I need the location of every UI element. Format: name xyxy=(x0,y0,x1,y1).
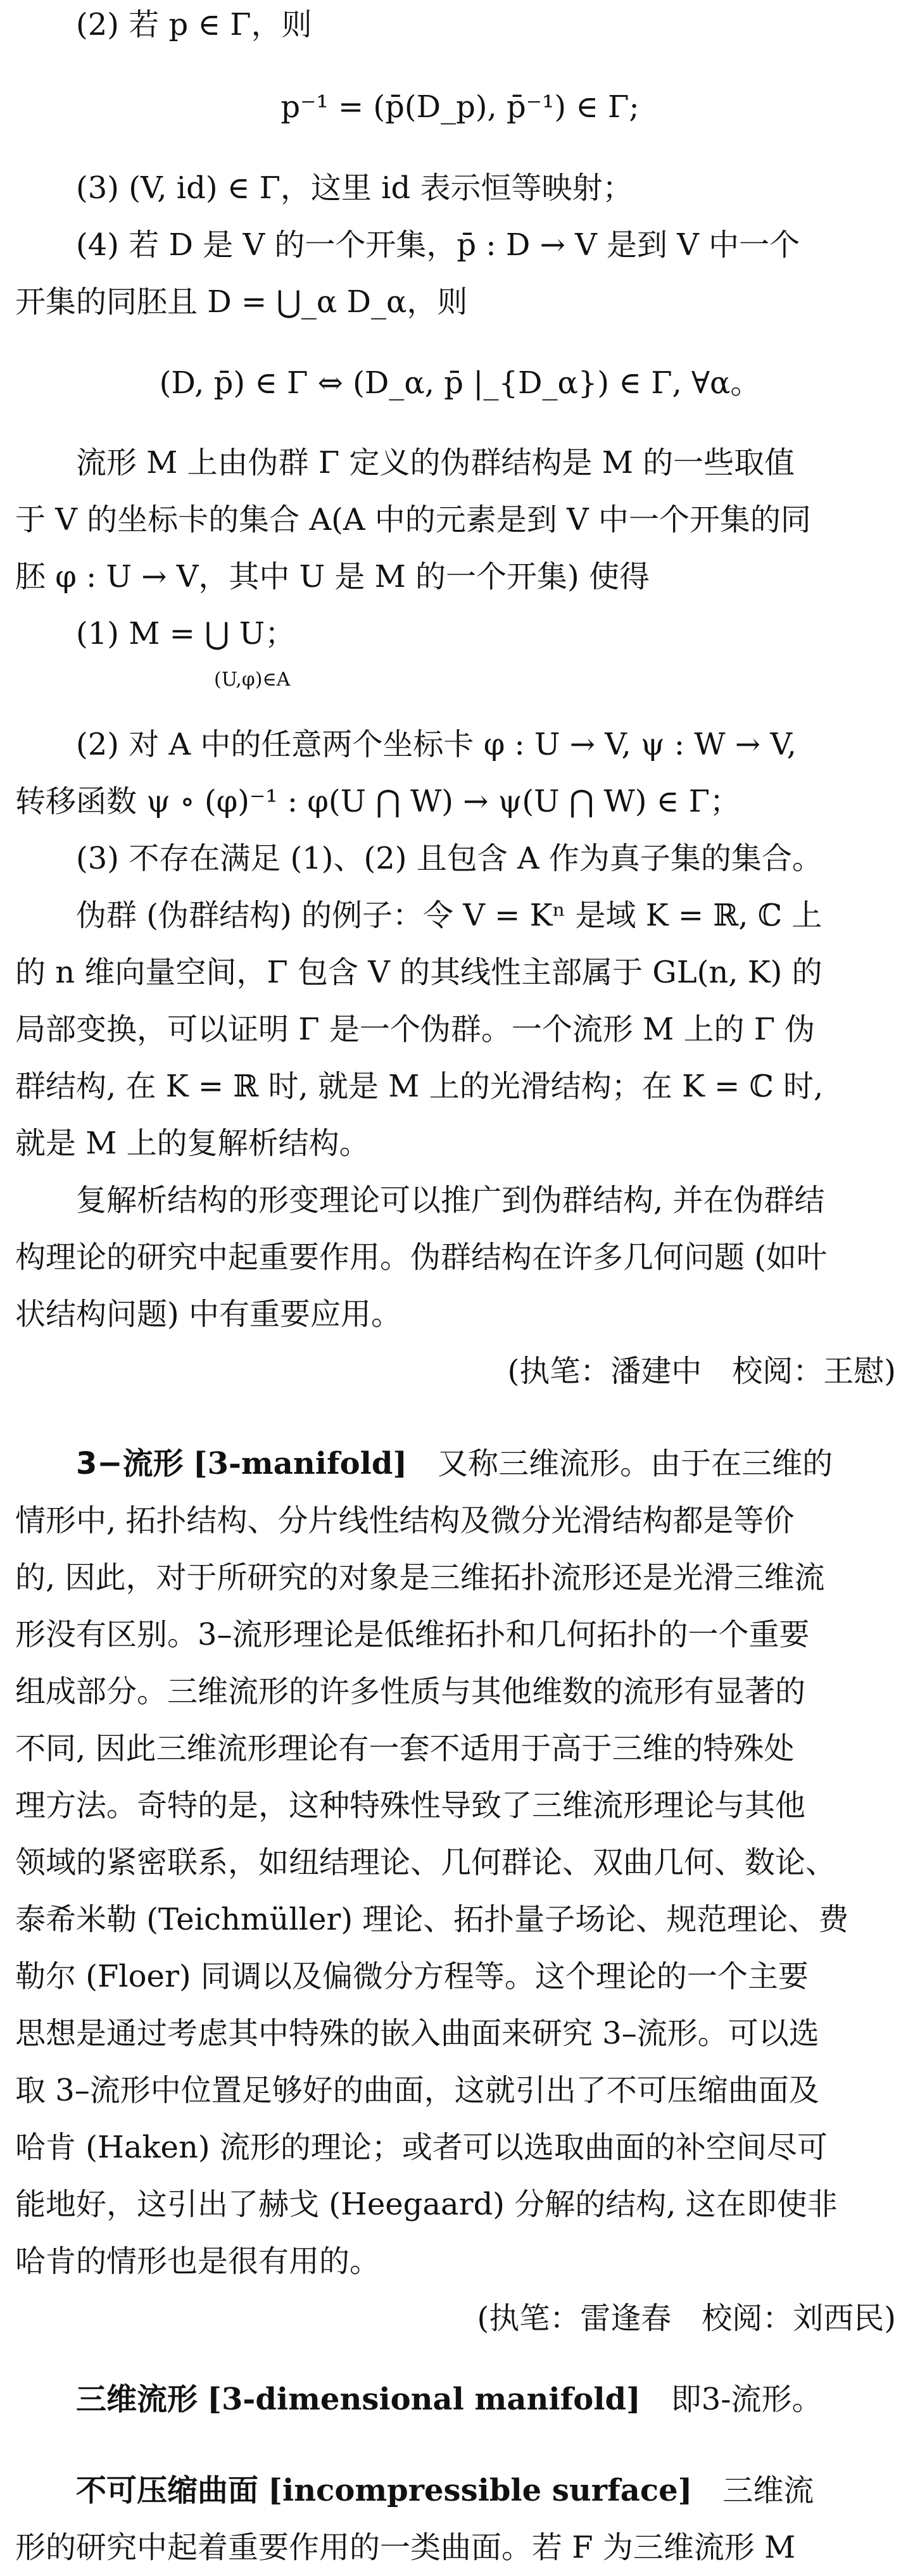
formula-locality: (D, p̄) ∈ Γ ⇔ (D_α, p̄ |_{D_α}) ∈ Γ, ∀α。 xyxy=(159,365,761,401)
entry-3-manifold-line-2: 情形中, 拓扑结构、分片线性结构及微分光滑结构都是等价 xyxy=(15,1503,795,1538)
definition-condition-1 xyxy=(15,605,905,716)
example-line-3: 局部变换，可以证明 Γ 是一个伪群。一个流形 M 上的 Γ 伪 xyxy=(15,1012,816,1047)
entry-3-manifold-line-13: 哈肯 (Haken) 流形的理论；或者可以选取曲面的补空间尽可 xyxy=(15,2130,828,2165)
entry-3-manifold-line-4: 形没有区别。3–流形理论是低维拓扑和几何拓扑的一个重要 xyxy=(15,1617,810,1652)
entry-3-manifold-line-3: 的, 因此，对于所研究的对象是三维拓扑流形还是光滑三维流 xyxy=(15,1560,825,1595)
example-line-2: 的 n 维向量空间，Γ 包含 V 的其线性主部属于 GL(n, K) 的 xyxy=(15,955,822,990)
entry-3-manifold-line-11: 思想是通过考虑其中特殊的嵌入曲面来研究 3–流形。可以选 xyxy=(15,2016,819,2051)
definition-condition-3: (3) 不存在满足 (1)、(2) 且包含 A 作为真子集的集合。 xyxy=(76,841,822,876)
definition-line-2: 于 V 的坐标卡的集合 A(A 中的元素是到 V 中一个开集的同 xyxy=(15,502,811,537)
entry-term-english: [3-manifold] xyxy=(192,1446,408,1481)
union-formula: (1) M = ⋃ U； xyxy=(76,616,296,651)
entry-3-manifold-line-5: 组成部分。三维流形的许多性质与其他维数的流形有显著的 xyxy=(15,1674,806,1709)
entry-term: 三维流形 xyxy=(76,2382,198,2417)
example-line-1: 伪群 (伪群结构) 的例子：令 V = Kⁿ 是域 K = ℝ, ℂ 上 xyxy=(76,898,822,933)
entry-3-manifold-line-10: 勒尔 (Floer) 同调以及偏微分方程等。这个理论的一个主要 xyxy=(15,1959,809,1994)
entry-term-english: [3-dimensional manifold] xyxy=(207,2382,641,2417)
entry-incompressible-surface-line-2: 形的研究中起着重要作用的一类曲面。若 F 为三维流形 M xyxy=(15,2530,796,2565)
deformation-line-3: 状结构问题) 中有重要应用。 xyxy=(15,1297,401,1332)
definition-condition-2-line-1: (2) 对 A 中的任意两个坐标卡 φ : U → V, ψ : W → V, xyxy=(76,727,797,762)
definition-line-1: 流形 M 上由伪群 Γ 定义的伪群结构是 M 的一些取值 xyxy=(76,445,795,481)
entry-3-manifold-heading-line xyxy=(15,1435,905,1492)
entry-term: 不可压缩曲面 xyxy=(76,2473,259,2508)
definition-line-3: 胚 φ : U → V，其中 U 是 M 的一个开集) 使得 xyxy=(15,559,650,594)
credit-pseudogroup: (执笔：潘建中 校阅：王慰) xyxy=(507,1354,896,1389)
entry-3-manifold-line-6: 不同, 因此三维流形理论有一套不适用于高于三维的特殊处 xyxy=(15,1731,795,1766)
condition-4-line-1: (4) 若 D 是 V 的一个开集，p̄ : D → V 是到 V 中一个 xyxy=(76,227,800,263)
example-line-4: 群结构, 在 K = ℝ 时, 就是 M 上的光滑结构；在 K = ℂ 时, xyxy=(15,1069,824,1104)
entry-3-manifold-line-15: 哈肯的情形也是很有用的。 xyxy=(15,2244,381,2279)
definition-condition-2-line-2: 转移函数 ψ ∘ (φ)⁻¹ : φ(U ⋂ W) → ψ(U ⋂ W) ∈ Γ； xyxy=(15,784,740,819)
entry-text: 三维流 xyxy=(692,2473,814,2508)
entry-incompressible-surface-heading-line xyxy=(15,2462,905,2519)
entry-3-manifold-line-14: 能地好，这引出了赫戈 (Heegaard) 分解的结构, 这在即使非 xyxy=(15,2187,838,2222)
entry-term-english: [incompressible surface] xyxy=(268,2473,693,2508)
condition-4-line-2: 开集的同胚且 D = ⋃_α D_α，则 xyxy=(15,284,468,320)
union-subscript: (U,φ)∈A xyxy=(214,669,291,691)
credit-3-manifold: (执笔：雷逢春 校阅：刘西民) xyxy=(477,2301,896,2336)
entry-3-dimensional-manifold xyxy=(15,2371,905,2428)
deformation-line-1: 复解析结构的形变理论可以推广到伪群结构, 并在伪群结 xyxy=(76,1183,825,1218)
entry-text: 又称三维流形。由于在三维的 xyxy=(407,1446,833,1481)
entry-text: 即3-流形。 xyxy=(640,2382,822,2417)
entry-3-manifold-line-8: 领域的紧密联系，如纽结理论、几何群论、双曲几何、数论、 xyxy=(15,1845,836,1880)
condition-3: (3) (V, id) ∈ Γ，这里 id 表示恒等映射； xyxy=(76,170,633,206)
entry-3-manifold-line-12: 取 3–流形中位置足够好的曲面，这就引出了不可压缩曲面及 xyxy=(15,2073,819,2108)
entry-3-manifold-line-7: 理方法。奇特的是，这种特殊性导致了三维流形理论与其他 xyxy=(15,1788,806,1823)
entry-3-manifold-line-9: 泰希米勒 (Teichmüller) 理论、拓扑量子场论、规范理论、费 xyxy=(15,1902,849,1937)
example-line-5: 就是 M 上的复解析结构。 xyxy=(15,1126,370,1161)
entry-term: 3−流形 xyxy=(76,1446,184,1481)
deformation-line-2: 构理论的研究中起重要作用。伪群结构在许多几何问题 (如叶 xyxy=(15,1240,827,1275)
condition-2: (2) 若 p ∈ Γ，则 xyxy=(76,7,312,42)
formula-inverse: p⁻¹ = (p̄(D_p), p̄⁻¹) ∈ Γ; xyxy=(280,89,640,125)
